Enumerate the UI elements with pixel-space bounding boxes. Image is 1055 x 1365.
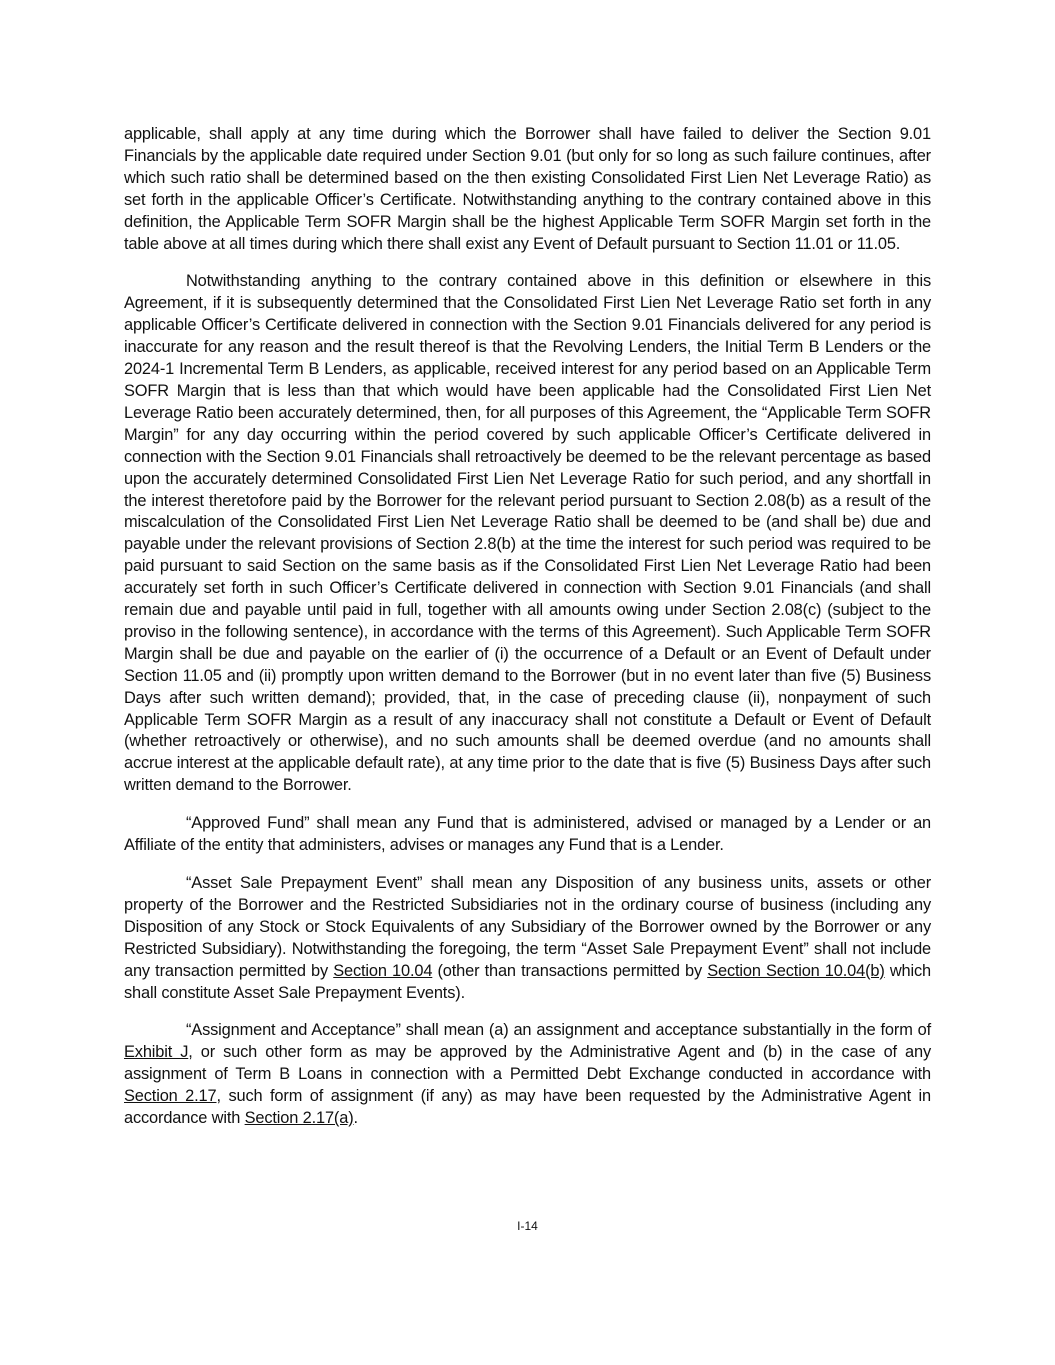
section-2-17-reference: Section 2.17 — [124, 1087, 217, 1106]
definition-asset-sale-prepayment-event — [124, 873, 931, 1004]
definition-text: . — [353, 1109, 358, 1128]
definition-assignment-and-acceptance — [124, 1020, 931, 1130]
definition-text: which shall constitute Asset Sale Prepayment Events). — [124, 961, 932, 1002]
paragraph-notwithstanding: Notwithstanding anything to the contrary contained above in this definition or elsewhere in this Agreement, if it is subsequently determined that the Consolidated First Lien Net Leverage Ratio set forth in any applicable Officer’s Certificate delivered in connection with the Section 9.01 Financials delivered for any period is inaccurate for any reason and the result thereof is that the Revolving Lenders, the Initial Term B Lenders or the 2024-1 Incremental Term B Lenders, as applicable, received interest for any period based on an Applicable Term SOFR Margin that is less than that which would have been applicable had the Consolidated First Lien Net Leverage Ratio been accurately determined, then, for all purposes of this Agreement, the “Applicable Term SOFR Margin” for any day occurring within the period covered by such applicable Officer’s Certificate delivered in connection with the Section 9.01 Financials shall retroactively be deemed to be the relevant percentage as based upon the accurately determined Consolidated First Lien Net Leverage Ratio for such period, and any shortfall in the interest theretofore paid by the Borrower for the relevant period pursuant to Section 2.08(b) as a result of the miscalculation of the Consolidated First Lien Net Leverage Ratio shall be deemed to be (and shall be) due and payable under the relevant provisions of Section 2.8(b) at the time the interest for such period was required to be paid pursuant to said Section on the same basis as if the Consolidated First Lien Net Leverage Ratio had been accurately set forth in such Officer’s Certificate delivered in connection with Section 9.01 Financials (and shall remain due and payable until paid in full, together with all amounts owing under Section 2.08(c) (subject to the proviso in the following sentence), in accordance with the terms of this Agreement). Such Applicable Term SOFR Margin shall be due and payable on the earlier of (i) the occurrence of a Default or an Event of Default under Section 11.05 and (ii) promptly upon written demand to the Borrower (but in no event later than five (5) Business Days after such written demand); provided, that, in the case of preceding clause (ii), nonpayment of such Applicable Term SOFR Margin as a result of any inaccuracy shall not constitute a Default or Event of Default (whether retroactively or otherwise), and no such amounts shall be deemed overdue (and no amounts shall accrue interest at the applicable default rate), at any time prior to the date that is five (5) Business Days after such written demand to the Borrower. — [124, 272, 931, 795]
definition-text: (other than transactions permitted by — [432, 961, 708, 980]
definition-approved-fund: “Approved Fund” shall mean any Fund that is administered, advised or managed by a Lender or an Affiliate of the entity that administers, advises or manages any Fund that is a Lender. — [124, 814, 931, 855]
section-2-17-a-reference: Section 2.17(a) — [244, 1109, 354, 1128]
section-10-04-reference: Section 10.04 — [333, 961, 433, 980]
document-page — [124, 124, 931, 1146]
definition-text: , or such other form as may be approved by the Administrative Agent and (b) in the case of any assignment of Term B Loans in connection with a Permitted Debt Exchange conducted in accordance with — [124, 1043, 931, 1084]
paragraph-applicable-continuation: applicable, shall apply at any time during which the Borrower shall have failed to deliver the Section 9.01 Financials by the applicable date required under Section 9.01 (but only for so long as such failure continues, after which such ratio shall be determined based on the then existing Consolidated First Lien Net Leverage Ratio) as set forth in the applicable Officer’s Certificate. Notwithstanding anything to the contrary contained above in this definition, the Applicable Term SOFR Margin shall be the highest Applicable Term SOFR Margin set forth in the table above at all times during which there shall exist any Event of Default pursuant to Section 11.01 or 11.05. — [124, 125, 931, 253]
section-10-04-b-reference: Section Section 10.04(b) — [707, 961, 885, 980]
definition-text: “Asset Sale Prepayment Event” shall mean any Disposition of any business units, assets or other property of the Borrower and the Restricted Subsidiaries not in the ordinary course of business (including any Disposition of any Stock or Stock Equivalents of any Subsidiary of the Borrower owned by the Borrower or any Restricted Subsidiary). Notwithstanding the foregoing, the term “Asset Sale Prepayment Event” shall not include any transaction permitted by — [124, 874, 931, 980]
definition-text: , such form of assignment (if any) as may have been requested by the Administrative Agent in accordance with — [124, 1087, 931, 1128]
page-number: I-14 — [517, 1219, 538, 1233]
exhibit-j-reference: Exhibit J — [124, 1043, 189, 1062]
definition-text: “Assignment and Acceptance” shall mean (a) an assignment and acceptance substantially in the form of — [186, 1021, 931, 1040]
